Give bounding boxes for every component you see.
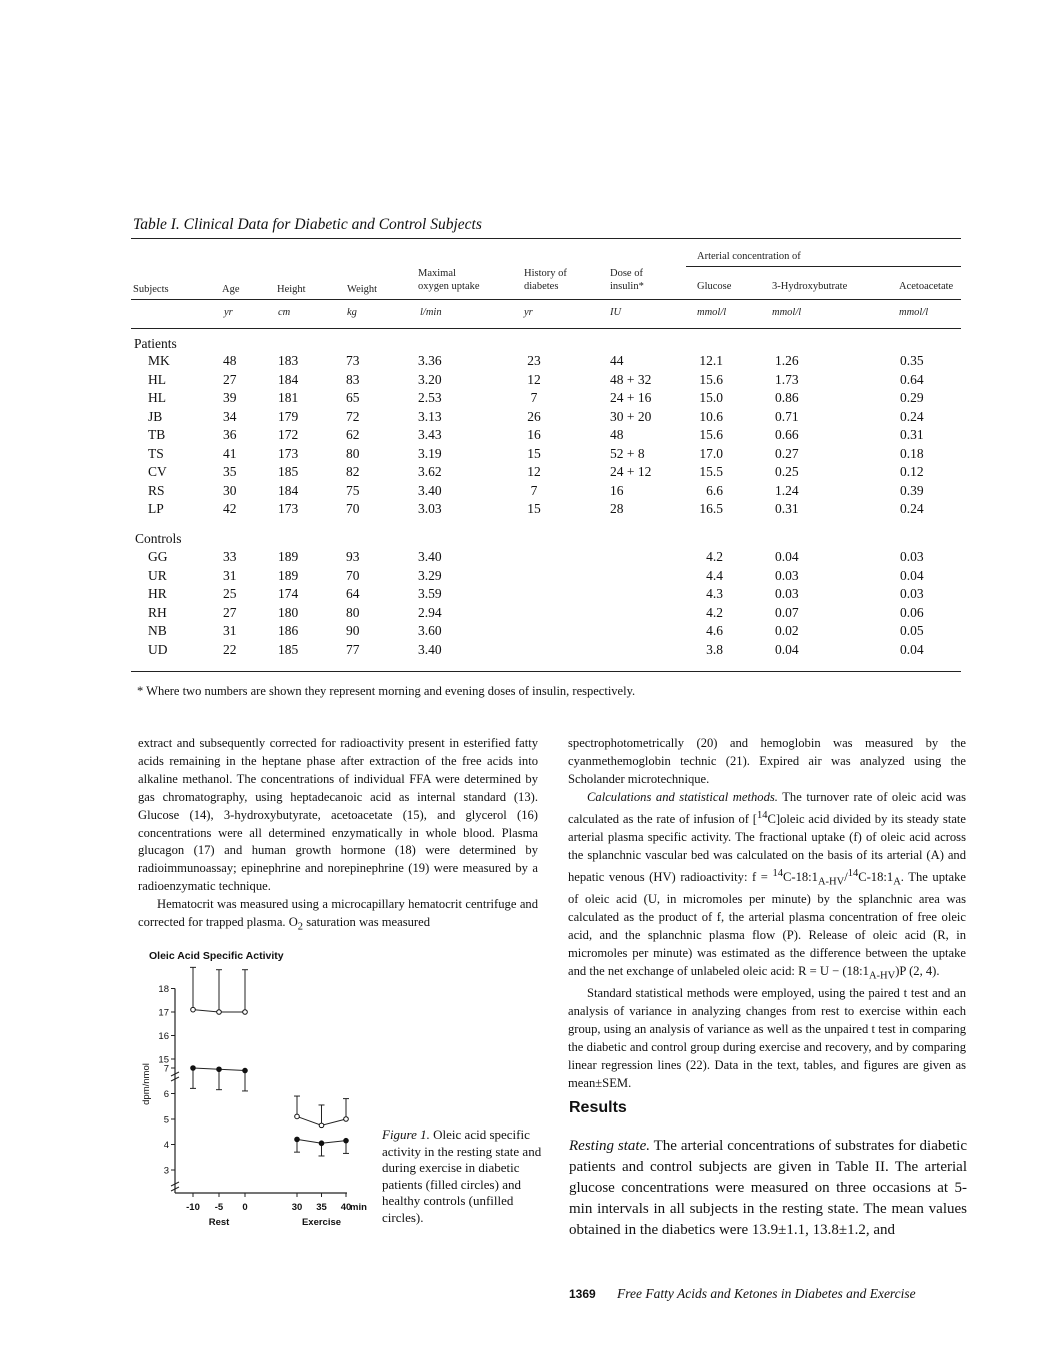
table-cell-age: 31: [223, 567, 237, 583]
table-cell-glucose: 15.6: [699, 427, 723, 442]
table-cell-insulin: 48: [610, 427, 624, 442]
table-cell-height: 189: [278, 549, 299, 564]
unit-glucose: mmol/l: [697, 307, 727, 318]
table-cell-age: 39: [223, 390, 237, 405]
header-history-line2: diabetes: [524, 281, 559, 292]
table-cell-height: 180: [278, 604, 299, 620]
table-cell-weight: 62: [346, 427, 360, 442]
y-tick-label: 17: [158, 1007, 169, 1019]
table-cell-hydroxy: 0.66: [775, 427, 799, 442]
table-cell-history: 7: [530, 390, 538, 405]
x-tick-label: -10: [186, 1202, 200, 1213]
header-vo2-line1: Maximal: [418, 268, 456, 279]
y-tick-label: 5: [163, 1114, 169, 1126]
data-point: [191, 1066, 196, 1071]
table-cell-subject: RS: [148, 482, 165, 498]
hematocrit-text-a: Hematocrit was measured using a microcapillary hematocrit centrifuge and corrected for trapped plasma. O: [138, 897, 538, 930]
table-cell-vo2: 3.60: [418, 623, 442, 638]
table-cell-hydroxy: 0.02: [775, 623, 799, 638]
table-cell-vo2: 3.13: [418, 408, 442, 424]
table-cell-history: 23: [527, 353, 541, 368]
table-cell-age: 35: [223, 464, 237, 479]
y-tick-label: 15: [158, 1054, 169, 1066]
table-cell-subject: GG: [148, 549, 168, 564]
table-cell-aceto: 0.35: [900, 353, 924, 368]
table-cell-vo2: 3.43: [418, 427, 442, 442]
table-caption: Table I. Clinical Data for Diabetic and Control Subjects: [133, 216, 482, 233]
table-cell-hydroxy: 0.31: [775, 501, 799, 516]
header-vo2-line2: oxygen uptake: [418, 281, 480, 292]
table-cell-glucose: 3.8: [706, 641, 723, 657]
table-cell-vo2: 3.62: [418, 464, 442, 479]
group-label-controls: Controls: [135, 531, 182, 546]
table-cell-insulin: 24 + 16: [610, 390, 652, 405]
table-cell-age: 30: [223, 482, 237, 498]
table-cell-height: 174: [278, 586, 299, 601]
table-cell-subject: UD: [148, 641, 168, 657]
isotope-sup-1: 14: [757, 809, 768, 821]
sub-ahv-2: A-HV: [868, 970, 896, 982]
y-axis-label: dpm/nmol: [141, 1063, 152, 1105]
y-tick-label: 3: [163, 1165, 169, 1177]
table-cell-subject: HL: [148, 390, 166, 405]
table-cell-subject: JB: [148, 408, 163, 424]
data-point: [217, 1010, 222, 1015]
table-cell-vo2: 3.20: [418, 371, 442, 387]
x-tick-label: -5: [214, 1202, 224, 1213]
table-cell-hydroxy: 1.73: [775, 371, 799, 387]
header-acetoacetate: Acetoacetate: [899, 281, 954, 292]
table-cell-vo2: 2.94: [418, 604, 442, 620]
unit-acetoacetate: mmol/l: [899, 307, 929, 318]
header-age: Age: [222, 284, 240, 295]
table-cell-insulin: 48 + 32: [610, 371, 652, 387]
y-tick-label: 6: [163, 1089, 169, 1100]
table-cell-weight: 77: [346, 641, 360, 657]
table-cell-height: 183: [278, 353, 299, 368]
table-cell-height: 185: [278, 641, 299, 657]
table-cell-vo2: 3.40: [418, 549, 442, 564]
units-rule: [131, 328, 961, 329]
o2-subscript: 2: [297, 921, 304, 933]
table-cell-height: 189: [278, 567, 299, 583]
table-cell-subject: TS: [148, 445, 164, 461]
header-insulin-line1: Dose of: [610, 268, 643, 279]
calc-text-f: . The uptake of oleic acid (U, in micromoles per minute) by the splanchnic area was calculated as the product of f, the arterial plasma concentration of free oleic acid, and the splanchnic plasma flow (P). Release of oleic acid (R, in micromoles per minute) was estimated as the difference between the uptake and the net exchange of unlabeled oleic acid: R = U − (18:1: [568, 869, 966, 978]
table-cell-age: 31: [223, 623, 237, 638]
table-cell-weight: 83: [346, 371, 360, 387]
figure-1-chart: [135, 960, 380, 1230]
table-cell-age: 27: [223, 371, 237, 387]
calc-text-c: C-18:1: [782, 869, 818, 884]
figure-title: Oleic Acid Specific Activity: [149, 950, 284, 962]
table-cell-aceto: 0.04: [900, 567, 924, 583]
left-column-text: [138, 735, 538, 936]
x-tick-label: 0: [242, 1202, 248, 1213]
header-history-line1: History of: [524, 268, 567, 279]
paragraph-calculations: [568, 789, 966, 985]
table-cell-weight: 73: [346, 353, 360, 368]
table-cell-hydroxy: 0.86: [775, 390, 799, 405]
table-cell-weight: 90: [346, 623, 360, 638]
group-header-rule: [686, 266, 961, 267]
table-cell-weight: 80: [346, 604, 360, 620]
table-cell-aceto: 0.24: [900, 408, 924, 424]
table-footnote: * Where two numbers are shown they represent morning and evening doses of insulin, respectively.: [137, 684, 636, 698]
table-top-rule: [131, 238, 961, 239]
table-cell-age: 36: [223, 427, 237, 442]
table-cell-glucose: 4.4: [706, 567, 723, 583]
table-cell-weight: 82: [346, 464, 360, 479]
table-cell-vo2: 3.40: [418, 482, 442, 498]
table-cell-history: 7: [530, 482, 538, 498]
data-point: [344, 1117, 349, 1122]
table-cell-age: 33: [223, 549, 237, 564]
calc-text-d: /: [844, 869, 848, 884]
y-tick-label: 4: [163, 1140, 169, 1151]
table-cell-insulin: 16: [610, 482, 624, 498]
table-cell-vo2: 3.29: [418, 567, 442, 583]
table-cell-hydroxy: 0.03: [775, 586, 799, 601]
right-column-text: [568, 735, 966, 1093]
header-insulin-line2: insulin*: [610, 281, 644, 292]
table-cell-hydroxy: 0.04: [775, 641, 799, 657]
table-cell-insulin: 52 + 8: [610, 445, 645, 461]
table-cell-hydroxy: 0.27: [775, 445, 799, 461]
calc-text-g: )P (2, 4).: [895, 963, 940, 978]
table-cell-subject: RH: [148, 604, 167, 620]
table-cell-subject: MK: [148, 353, 170, 368]
table-cell-subject: HL: [148, 371, 166, 387]
table-cell-glucose: 15.0: [699, 390, 723, 405]
x-axis-unit-label: min: [350, 1202, 367, 1213]
unit-weight: kg: [347, 307, 357, 318]
data-point: [217, 1067, 222, 1072]
table-cell-height: 185: [278, 464, 299, 479]
x-group-label: Rest: [208, 1217, 230, 1228]
y-tick-label: 18: [158, 984, 169, 995]
hematocrit-text-b: saturation was measured: [303, 915, 430, 930]
resting-runin-heading: Resting state.: [569, 1138, 650, 1154]
x-tick-label: 40: [340, 1202, 352, 1213]
calc-text-e: C-18:1: [858, 869, 894, 884]
table-cell-subject: TB: [148, 427, 166, 442]
page-number: 1369: [569, 1287, 596, 1301]
table-cell-aceto: 0.04: [900, 641, 924, 657]
table-cell-hydroxy: 0.04: [775, 549, 799, 564]
header-hydroxybutyrate: 3-Hydroxybutrate: [772, 281, 848, 292]
table-cell-height: 186: [278, 623, 299, 638]
unit-hydroxybutyrate: mmol/l: [772, 307, 802, 318]
header-glucose: Glucose: [697, 281, 732, 292]
table-cell-aceto: 0.03: [900, 586, 924, 601]
table-cell-weight: 70: [346, 567, 360, 583]
table-cell-vo2: 3.03: [418, 501, 442, 516]
table-cell-subject: CV: [148, 464, 167, 479]
x-group-label: Exercise: [301, 1217, 342, 1228]
table-cell-insulin: 28: [610, 501, 624, 516]
table-cell-weight: 70: [346, 501, 360, 516]
table-cell-subject: NB: [148, 623, 167, 638]
table-cell-history: 15: [527, 501, 541, 516]
table-cell-glucose: 4.3: [706, 586, 723, 601]
running-title: Free Fatty Acids and Ketones in Diabetes and Exercise: [617, 1286, 916, 1301]
resting-state-text: The arterial concentrations of substrates for diabetic patients and control subjects are given in Table II. The arterial glucose concentrations were measured on three occasions at 5-min intervals in all subjects in the resting state. The mean values obtained in the diabetics were 13.9±1.1, 13.8±1.2, and: [569, 1138, 967, 1238]
paragraph-statistics: Standard statistical methods were employed, using the paired t test and an analysis of variance in analyzing changes from rest to exercise within each group, using an analysis of variance as well as the unpaired t test in comparing the diabetic and control group during exercise and recovery, and by comparing linear regression lines (22). Data in the text, tables, and figures are given as mean±SEM.: [568, 986, 966, 1090]
table-cell-insulin: 30 + 20: [610, 408, 652, 424]
table-cell-height: 173: [278, 501, 299, 516]
table-cell-age: 25: [223, 586, 237, 601]
table-cell-aceto: 0.29: [900, 390, 924, 405]
table-cell-weight: 93: [346, 549, 360, 564]
figure-caption-label: Figure 1.: [382, 1127, 430, 1142]
table-cell-hydroxy: 0.07: [775, 604, 799, 620]
table-cell-age: 27: [223, 604, 237, 620]
group-label-patients: Patients: [134, 336, 177, 351]
table-cell-hydroxy: 1.26: [775, 353, 799, 368]
table-cell-aceto: 0.12: [900, 464, 924, 479]
data-point: [344, 1138, 349, 1143]
unit-age: yr: [224, 307, 233, 318]
table-cell-aceto: 0.06: [900, 604, 924, 620]
table-cell-age: 42: [223, 501, 237, 516]
sub-ahv: A-HV: [817, 876, 845, 888]
unit-insulin: IU: [610, 307, 622, 318]
table-cell-vo2: 3.19: [418, 445, 442, 461]
table-cell-aceto: 0.39: [900, 482, 924, 498]
data-point: [319, 1141, 324, 1146]
table-cell-glucose: 10.6: [699, 408, 723, 424]
paragraph-spectro: spectrophotometrically (20) and hemoglobin was measured by the cyanmethemoglobin technic (21). Expired air was analyzed using the Scholander microtechnique.: [568, 736, 966, 786]
table-cell-vo2: 3.59: [418, 586, 442, 601]
table-cell-aceto: 0.05: [900, 623, 924, 638]
y-tick-label: 16: [158, 1031, 169, 1042]
table-cell-aceto: 0.03: [900, 549, 924, 564]
paragraph-methods-assays: extract and subsequently corrected for radioactivity present in esterified fatty acids remaining in the heptane phase after extraction of the free acids into alkaline methanol. The concentrations of individual FFA were determined by gas chromatography, using heptadecanoic acid as internal standard (13). Glucose (14), 3-hydroxybutyrate, acetoacetate (15), and glycerol (16) concentrations were all determined enzymatically in whole blood. Plasma glucagon (17) and human growth hormone (18) were determined by radioimmunoassay; epinephrine and norepinephrine (19) were measured by a radioenzymatic technique.: [138, 736, 538, 894]
paragraph-hematocrit: [138, 896, 538, 936]
chart-axes: [171, 989, 347, 1198]
table-cell-hydroxy: 0.71: [775, 408, 799, 424]
unit-history: yr: [524, 307, 533, 318]
table-cell-glucose: 6.6: [706, 482, 723, 498]
unit-height: cm: [278, 307, 291, 318]
table-cell-glucose: 15.5: [699, 464, 723, 479]
table-cell-weight: 72: [346, 408, 360, 424]
table-cell-subject: UR: [148, 567, 167, 583]
table-cell-aceto: 0.24: [900, 501, 924, 516]
table-cell-glucose: 4.6: [706, 623, 723, 638]
chart-series: [190, 967, 349, 1156]
header-subjects: Subjects: [133, 284, 169, 295]
x-tick-label: 30: [291, 1202, 303, 1213]
table-cell-glucose: 4.2: [706, 604, 723, 620]
table-cell-height: 181: [278, 390, 299, 405]
data-point: [319, 1123, 324, 1128]
table-cell-height: 184: [278, 482, 299, 498]
table-bottom-rule: [131, 671, 961, 672]
table-cell-vo2: 3.36: [418, 353, 442, 368]
table-cell-glucose: 17.0: [699, 445, 723, 461]
header-weight: Weight: [347, 284, 378, 295]
table-cell-aceto: 0.18: [900, 445, 924, 461]
table-cell-glucose: 16.5: [699, 501, 723, 516]
table-cell-weight: 75: [346, 482, 360, 498]
header-rule: [131, 299, 961, 300]
table-cell-age: 22: [223, 641, 237, 657]
isotope-sup-3: 14: [847, 867, 859, 879]
table-cell-history: 16: [527, 427, 541, 442]
table-cell-insulin: 44: [610, 353, 624, 368]
table-cell-glucose: 4.2: [706, 549, 723, 564]
table-cell-vo2: 2.53: [418, 390, 442, 405]
table-cell-weight: 80: [346, 445, 360, 461]
table-cell-aceto: 0.31: [900, 427, 924, 442]
table-cell-age: 48: [223, 353, 237, 368]
table-cell-height: 179: [278, 408, 299, 424]
table-cell-glucose: 15.6: [699, 371, 723, 387]
data-point: [295, 1137, 300, 1142]
calc-text-b: C]oleic acid divided by its steady state arterial plasma specific activity. The fractional uptake (f) of oleic acid across the splanchnic vascular bed was calculated on the basis of its arterial (A) and hepatic venous (HV) radioactivity: f =: [568, 811, 966, 884]
table-cell-history: 12: [527, 371, 541, 387]
unit-vo2: l/min: [420, 307, 442, 318]
table-cell-insulin: 24 + 12: [610, 464, 652, 479]
table-cell-vo2: 3.40: [418, 641, 442, 657]
table-cell-subject: LP: [148, 501, 164, 516]
table-cell-hydroxy: 1.24: [775, 482, 799, 498]
data-point: [243, 1010, 248, 1015]
data-point: [295, 1114, 300, 1119]
calc-text-a: The turnover rate of oleic acid was calculated as the rate of infusion of [: [568, 789, 967, 826]
data-point: [243, 1068, 248, 1073]
table-cell-age: 41: [223, 445, 237, 461]
isotope-sup-2: 14: [772, 867, 783, 879]
x-tick-label: 35: [316, 1202, 327, 1213]
y-tick-label: 7: [163, 1063, 169, 1075]
table-cell-subject: HR: [148, 586, 167, 601]
table-cell-hydroxy: 0.25: [775, 464, 799, 479]
table-cell-hydroxy: 0.03: [775, 567, 799, 583]
table-cell-glucose: 12.1: [699, 353, 723, 368]
paragraph-resting-state: [569, 1136, 967, 1241]
table-cell-height: 172: [278, 427, 299, 442]
table-cell-height: 173: [278, 445, 299, 461]
results-heading: Results: [569, 1099, 627, 1116]
table-cell-history: 15: [527, 445, 541, 461]
data-point: [191, 1007, 196, 1012]
table-cell-weight: 65: [346, 390, 360, 405]
table-cell-age: 34: [223, 408, 237, 424]
table-cell-aceto: 0.64: [900, 371, 924, 387]
sub-a: A: [893, 876, 901, 888]
figure-caption-text: Oleic acid specific activity in the resting state and during exercise in diabetic patients (filled circles) and healthy controls (unfilled circles).: [382, 1127, 542, 1225]
figure-caption: [382, 1127, 542, 1227]
table-cell-height: 184: [278, 371, 299, 387]
table-cell-weight: 64: [346, 586, 360, 601]
calculations-runin-heading: Calculations and statistical methods.: [587, 789, 778, 804]
table-cell-history: 12: [527, 464, 541, 479]
table-cell-history: 26: [527, 408, 541, 424]
header-height: Height: [277, 284, 306, 295]
arterial-group-header: Arterial concentration of: [697, 251, 801, 262]
